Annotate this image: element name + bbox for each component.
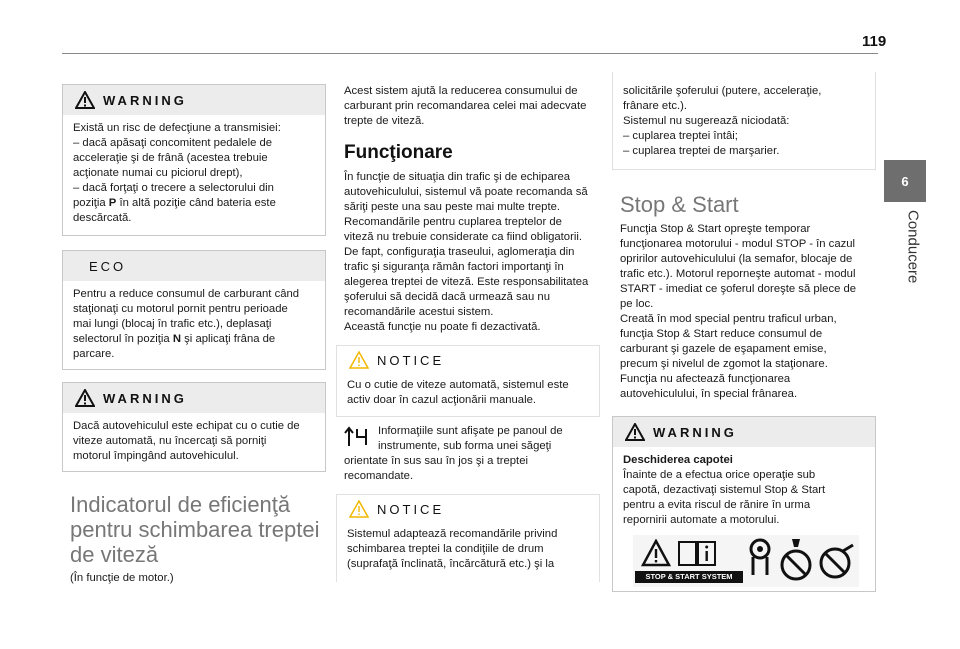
text-line: viteză nu trebuie considerate ca fiind obligatorii.: [344, 231, 583, 243]
warning-box-push-start: [62, 382, 326, 472]
text-line: Sistemul adaptează recomandările privind: [347, 528, 558, 540]
text-line: precum şi nivelul de zgomot la staţionare.: [620, 358, 828, 370]
section-title: Funcţionare: [344, 142, 453, 163]
text-line: alegerea treptei de viteză. Este responsabilitatea: [344, 276, 589, 288]
text-line: Informaţiile sunt afişate pe panoul de: [378, 425, 563, 437]
warning-triangle-icon: [75, 389, 95, 407]
notice-continuation-body: [613, 72, 875, 167]
text-line: pe loc.: [620, 298, 654, 310]
text-line: Dacă autovehiculul este echipat cu o cutie de: [73, 420, 300, 432]
warning-body: [63, 413, 325, 472]
warning-subtitle: Deschiderea capotei: [623, 454, 733, 466]
warning-title: WARNING: [653, 424, 737, 440]
section-title-functionare: [344, 142, 453, 164]
functionare-body: [344, 170, 606, 335]
pulley-icon: [747, 537, 773, 577]
text-line: parcare.: [73, 348, 115, 360]
text-line: START - imediat ce şoferul doreşte să plece de: [620, 283, 857, 295]
text-line: recomandările acestui sistem.: [344, 306, 494, 318]
text-line: viteze automată, nu încercaţi să porniţi: [73, 435, 267, 447]
eco-body: [63, 281, 325, 370]
text-line: funcţionarea motorului - modul STOP - în cazul: [620, 238, 856, 250]
text-line: orientate în sus sau în jos şi a treptei: [344, 455, 528, 467]
text-line: trepte de viteză.: [344, 115, 425, 127]
heading-line: Indicatorul de eficienţă: [70, 492, 291, 517]
text-line: Pentru a reduce consumul de carburant când: [73, 288, 300, 300]
text-line: – cuplarea treptei întâi;: [623, 130, 738, 142]
text-line: Creată în mod special pentru traficul urban,: [620, 313, 837, 325]
text-line: Recomandările pentru cuplarea treptelor de: [344, 216, 562, 228]
engine-note: (În funcţie de motor.): [70, 572, 174, 584]
text-line: schimbarea treptei la condiţiile de drum: [347, 543, 544, 555]
stop-start-body: [620, 222, 882, 402]
no-hand-icon: [779, 537, 813, 581]
notice-header: [337, 346, 599, 374]
chapter-label: [884, 210, 926, 320]
warning-title: WARNING: [103, 390, 187, 406]
text-line: funcţia Stop & Start reduce consumul de: [620, 328, 823, 340]
text-line: Sistemul nu sugerează niciodată:: [623, 115, 790, 127]
text-line: staţionaţi cu motorul pornit pentru perioade: [73, 303, 288, 315]
warning-body: [63, 115, 325, 234]
bold-gear-letter: N: [172, 333, 182, 345]
heading-line: de viteză: [70, 542, 159, 567]
text-line: trafic etc.). Motorul reporneşte automat - modul: [620, 268, 856, 280]
text-line: şoferului să decidă dacă urmează sau nu: [344, 291, 550, 303]
text-line: – dacă forţaţi o trecere a selectorului din: [73, 182, 274, 194]
text-line: selectorul în poziţia N şi aplicaţi frâna de: [73, 333, 276, 345]
notice-body: [337, 374, 599, 416]
text-line: carburant prin recomandarea celei mai adecvate: [344, 100, 587, 112]
text-line: (suprafaţă înclinată, încărcătură etc.) şi la: [347, 558, 555, 570]
text-line: Cu o cutie de viteze automată, sistemul este: [347, 379, 569, 391]
gear-shift-indicator-icon: [344, 426, 372, 448]
text-line: capotă, dezactivaţi sistemul Stop & Start: [623, 484, 826, 496]
section-heading-efficiency: [70, 492, 330, 567]
text-line: pentru a evita riscul de rănire în urma: [623, 499, 811, 511]
notice-continuation-box: [612, 72, 876, 170]
chapter-tab[interactable]: 6: [884, 160, 926, 202]
text-line: motorul împingând autovehiculul.: [73, 450, 239, 462]
text-line: Acest sistem ajută la reducerea consumului de: [344, 85, 578, 97]
text-line: – dacă apăsaţi concomitent pedalele de: [73, 137, 273, 149]
text-line: Există un risc de defecţiune a transmisiei:: [73, 122, 281, 134]
warning-header: [63, 383, 325, 413]
notice-box-adaptation: [336, 494, 600, 582]
chapter-label-text: Conducere: [904, 210, 922, 284]
section-heading-stop-start: [620, 192, 739, 217]
notice-title: NOTICE: [377, 352, 445, 368]
intro-text: [344, 84, 604, 129]
notice-header: [337, 495, 599, 523]
warning-triangle-icon: [75, 91, 95, 109]
text-line: – cuplarea treptei de marşarier.: [623, 145, 780, 157]
warning-box-hood: [612, 416, 876, 592]
text-line: acceleraţie şi de frână (acestea trebuie: [73, 152, 268, 164]
notice-body: [337, 523, 599, 580]
text-line: trafic şi siguranţa rămân factori importanţi în: [344, 261, 564, 273]
info-block: [344, 424, 606, 484]
text-line: săriţi peste una sau peste mai multe trepte.: [344, 201, 561, 213]
warning-triangle-icon: [641, 539, 671, 567]
hood-warning-label: [633, 535, 859, 587]
text-line: instrumente, sub forma unei săgeţi: [378, 440, 552, 452]
text-line: poziţia P în altă poziţie când bateria este: [73, 197, 276, 209]
notice-title: NOTICE: [377, 501, 445, 517]
eco-header: [63, 251, 325, 281]
text-line: carburant şi gazele de eşapament emise,: [620, 343, 827, 355]
text-line: activ doar în cazul acţionării manuale.: [347, 394, 537, 406]
warning-triangle-icon: [625, 423, 645, 441]
notice-triangle-icon: [349, 500, 369, 518]
top-rule: [62, 53, 878, 54]
bold-gear-letter: P: [108, 197, 117, 209]
text-line: opririlor autovehiculului (la semafor, blocaje de: [620, 253, 853, 265]
text-line: frânare etc.).: [623, 100, 688, 112]
heading-line: Stop & Start: [620, 192, 739, 217]
stop-start-system-badge: STOP & START SYSTEM: [635, 571, 743, 583]
text-line: Funcţia Stop & Start opreşte temporar: [620, 223, 811, 235]
eco-title: ECO: [89, 258, 127, 274]
text-line: recomandate.: [344, 470, 414, 482]
text-line: repornirii automate a motorului.: [623, 514, 780, 526]
eco-box: [62, 250, 326, 370]
warning-body: [613, 447, 875, 536]
no-fan-icon: [819, 543, 855, 579]
page-number: 119: [862, 33, 887, 50]
manual-book-icon: [677, 539, 717, 567]
text-line: autovehiculului, în special frânarea.: [620, 388, 798, 400]
text-line: descărcată.: [73, 212, 132, 224]
heading-line: pentru schimbarea treptei: [70, 517, 320, 542]
notice-box-automatic: [336, 345, 600, 417]
text-line: Această funcţie nu poate fi dezactivată.: [344, 321, 541, 333]
warning-header: [63, 85, 325, 115]
notice-triangle-icon: [349, 351, 369, 369]
text-line: mai lungi (blocaj în trafic etc.), deplasaţi: [73, 318, 272, 330]
text-line: acţionate numai cu piciorul drept),: [73, 167, 243, 179]
text-line: Înainte de a efectua orice operaţie sub: [623, 469, 816, 481]
text-line: De fapt, configuraţia traseului, aglomeraţia din: [344, 246, 575, 258]
text-line: autovehiculului, sistemul vă poate recomanda să: [344, 186, 588, 198]
text-line: În funcţie de situaţia din trafic şi de echiparea: [344, 171, 571, 183]
warning-title: WARNING: [103, 92, 187, 108]
warning-box-transmission: [62, 84, 326, 236]
text-line: solicitările şoferului (putere, acceleraţie,: [623, 85, 822, 97]
text-line: Funcţia nu afectează funcţionarea: [620, 373, 791, 385]
warning-header: [613, 417, 875, 447]
